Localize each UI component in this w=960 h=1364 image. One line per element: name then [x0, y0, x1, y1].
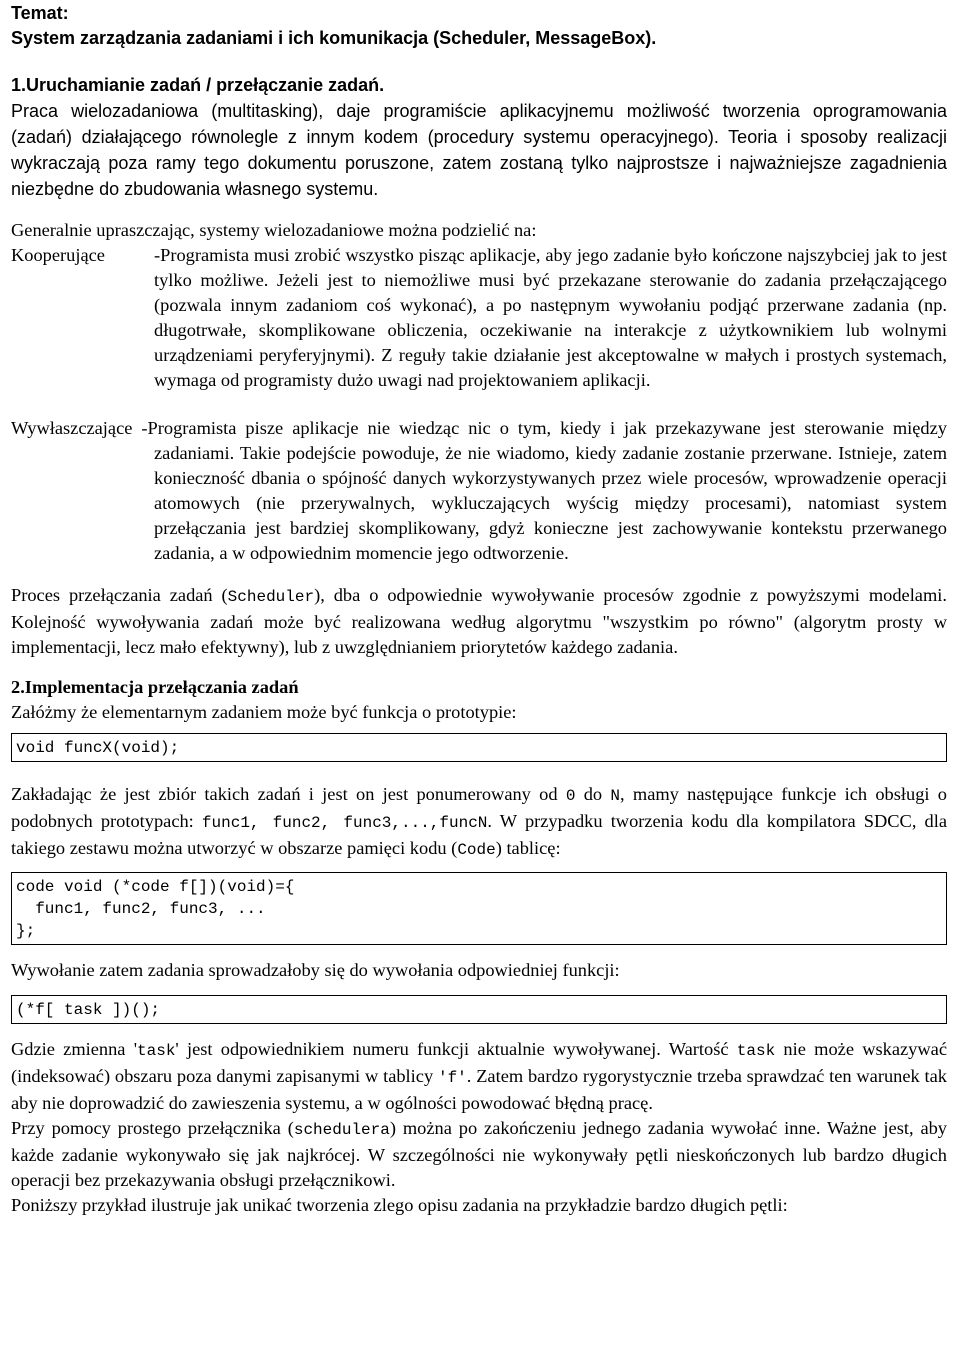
- task-table-text-c: , mamy następujące funkcje ich obsługi o podobnych prototypach:: [11, 784, 947, 831]
- task-var-text-b: ' jest odpowiednikiem numeru funkcji aktualnie wywoływanej. Wartość: [175, 1039, 737, 1059]
- code-line-2: func1, func2, func3, ...: [16, 900, 266, 918]
- scheduler-text-b: ), dba o odpowiednie wywoływanie procesów zgodnie z powyższymi modelami. Kolejność wywoływania zadań może być realizowana według algorytmu "wszystkim po równo" (algorytm prosty w implementacji, lecz mało efektywny), lub z uwzględnianiem priorytetów każdego zadania.: [11, 585, 947, 657]
- cooperative-term: Kooperujące: [11, 245, 105, 265]
- code-code-keyword: Code: [457, 841, 496, 859]
- document-title: System zarządzania zadaniami i ich komunikacja (Scheduler, MessageBox).: [11, 28, 657, 48]
- code-schedulera: schedulera: [293, 1121, 390, 1139]
- topic-label: Temat:: [11, 3, 69, 23]
- call-paragraph: Wywołanie zatem zadania sprowadzałoby się do wywołania odpowiedniej funkcji:: [11, 960, 620, 980]
- example-intro-paragraph: Poniższy przykład ilustruje jak unikać tworzenia zlego opisu zadania na przykładzie bardzo długich pętli:: [11, 1195, 788, 1215]
- task-table-text-a: Zakładając że jest zbiór takich zadań i jest on jest ponumerowany od: [11, 784, 566, 804]
- prototype-code: void funcX(void);: [16, 739, 180, 757]
- code-line-1: code void (*code f[])(void)={: [16, 878, 295, 896]
- section-2-heading: [11, 675, 947, 700]
- code-task-1: task: [137, 1042, 176, 1060]
- task-table-text-d: . W przypadku tworzenia kodu dla kompilatora SDCC, dla takiego zestawu można utworzyć w obszarze pamięci kodu (: [11, 811, 948, 858]
- code-task-2: task: [736, 1042, 776, 1060]
- task-variable-paragraph: [11, 1037, 947, 1116]
- code-line-3: };: [16, 922, 36, 940]
- preemptive-text: -Programista pisze aplikacje nie wiedząc nic o tym, kiedy i jak przekazywane jest sterowanie między zadaniami. Takie podejście powoduje, że nie wiadomo, kiedy zadanie zostanie przerwane. Istnieje, zatem konieczność dbania o spójność danych wykorzystywanych przez wiele procesów, wprowadzenie operacji atomowych (nie przerywalnych, wykluczających wyścig między procesami), natomiast system przełączania jest bardziej skomplikowany, gdyż konieczne jest zachowywanie kontekstu przerwanego zadania, a w odpowiednim momencie jego odtworzenie.: [141, 418, 947, 563]
- preemptive-term: Wywłaszczające: [11, 418, 133, 438]
- code-func-list: func1, func2, func3,...,funcN: [201, 814, 488, 832]
- task-var-text-d: . Zatem bardzo rygorystycznie trzeba sprawdzać ten warunek tak aby nie doprowadzić do zawieszenia systemu, a w ogólności powodować błędną pracę.: [11, 1066, 948, 1113]
- call-code-box: [11, 995, 947, 1024]
- code-f: 'f': [437, 1069, 467, 1087]
- classification-intro: Generalnie upraszczając, systemy wielozadaniowe można podzielić na:: [11, 220, 537, 240]
- call-code: (*f[ task ])();: [16, 1001, 161, 1019]
- prototype-code-box: [11, 733, 947, 762]
- preemptive-definition: [11, 416, 947, 566]
- cooperative-text: -Programista musi zrobić wszystko pisząc aplikacje, aby jego zadanie było kończone najszybciej jak to jest tylko możliwe. Jeżeli jest to niemożliwe musi być przekazane sterowanie do zadania przełączającego (pozwala innym zadaniom coś wykonać), a po następnym wywołaniu podjąć przerwane zadania (np. długotrwałe, skomplikowane obliczenia, oczekiwanie na interakcje z użytkownikiem lub wolnymi urządzeniami peryferyjnymi). Z reguły takie działanie jest akceptowalne w małych i prostych systemach, wymaga od programisty dużo uwagi nad projektowaniem aplikacji.: [154, 245, 947, 390]
- prototype-intro: Załóżmy że elementarnym zadaniem może być funkcja o prototypie:: [11, 702, 517, 722]
- scheduler-code: Scheduler: [227, 588, 315, 606]
- code-n: N: [610, 787, 621, 805]
- task-table-text-e: ) tablicę:: [495, 838, 561, 858]
- switcher-paragraph: [11, 1116, 947, 1193]
- task-var-text-a: Gdzie zmienna ': [11, 1039, 138, 1059]
- switcher-text-a: Przy pomocy prostego przełącznika (: [11, 1118, 294, 1138]
- multitasking-paragraph: Praca wielozadaniowa (multitasking), daje programiście aplikacyjnemu możliwość tworzenia oprogramowania (zadań) działającego równolegle z innym kodem (procedury systemu operacyjnego). Teoria i sposoby realizacji wykraczają poza ramy tego dokumentu poruszone, zatem zostaną tylko najprostsze i najważniejsze zagadnienia niezbędne do zbudowania własnego systemu.: [11, 101, 947, 199]
- task-var-text-c: nie może wskazywać (indeksować) obszaru poza danymi zapisanymi w tablicy: [11, 1039, 947, 1086]
- code-zero: 0: [565, 787, 576, 805]
- function-table-code-box: [11, 872, 947, 945]
- document-page: [11, 0, 947, 1218]
- switcher-text-b: ) można po zakończeniu jednego zadania wywołać inne. Ważne jest, aby każde zadanie wykonywało się jak najkrócej. W szczególności nie wykonywały pętli nieskończonych lub bardzo długich operacji bez przekazywania obsługi przełącznikowi.: [11, 1118, 948, 1190]
- task-table-text-b: do: [575, 784, 611, 804]
- task-table-paragraph: [11, 782, 947, 863]
- section-1-heading: 1.Uruchamianie zadań / przełączanie zadań.: [11, 75, 385, 95]
- cooperative-definition: [11, 243, 947, 393]
- section-2-title: 2.Implementacja przełączania zadań: [11, 677, 299, 697]
- scheduler-paragraph: [11, 583, 947, 660]
- scheduler-text-a: Proces przełączania zadań (: [11, 585, 228, 605]
